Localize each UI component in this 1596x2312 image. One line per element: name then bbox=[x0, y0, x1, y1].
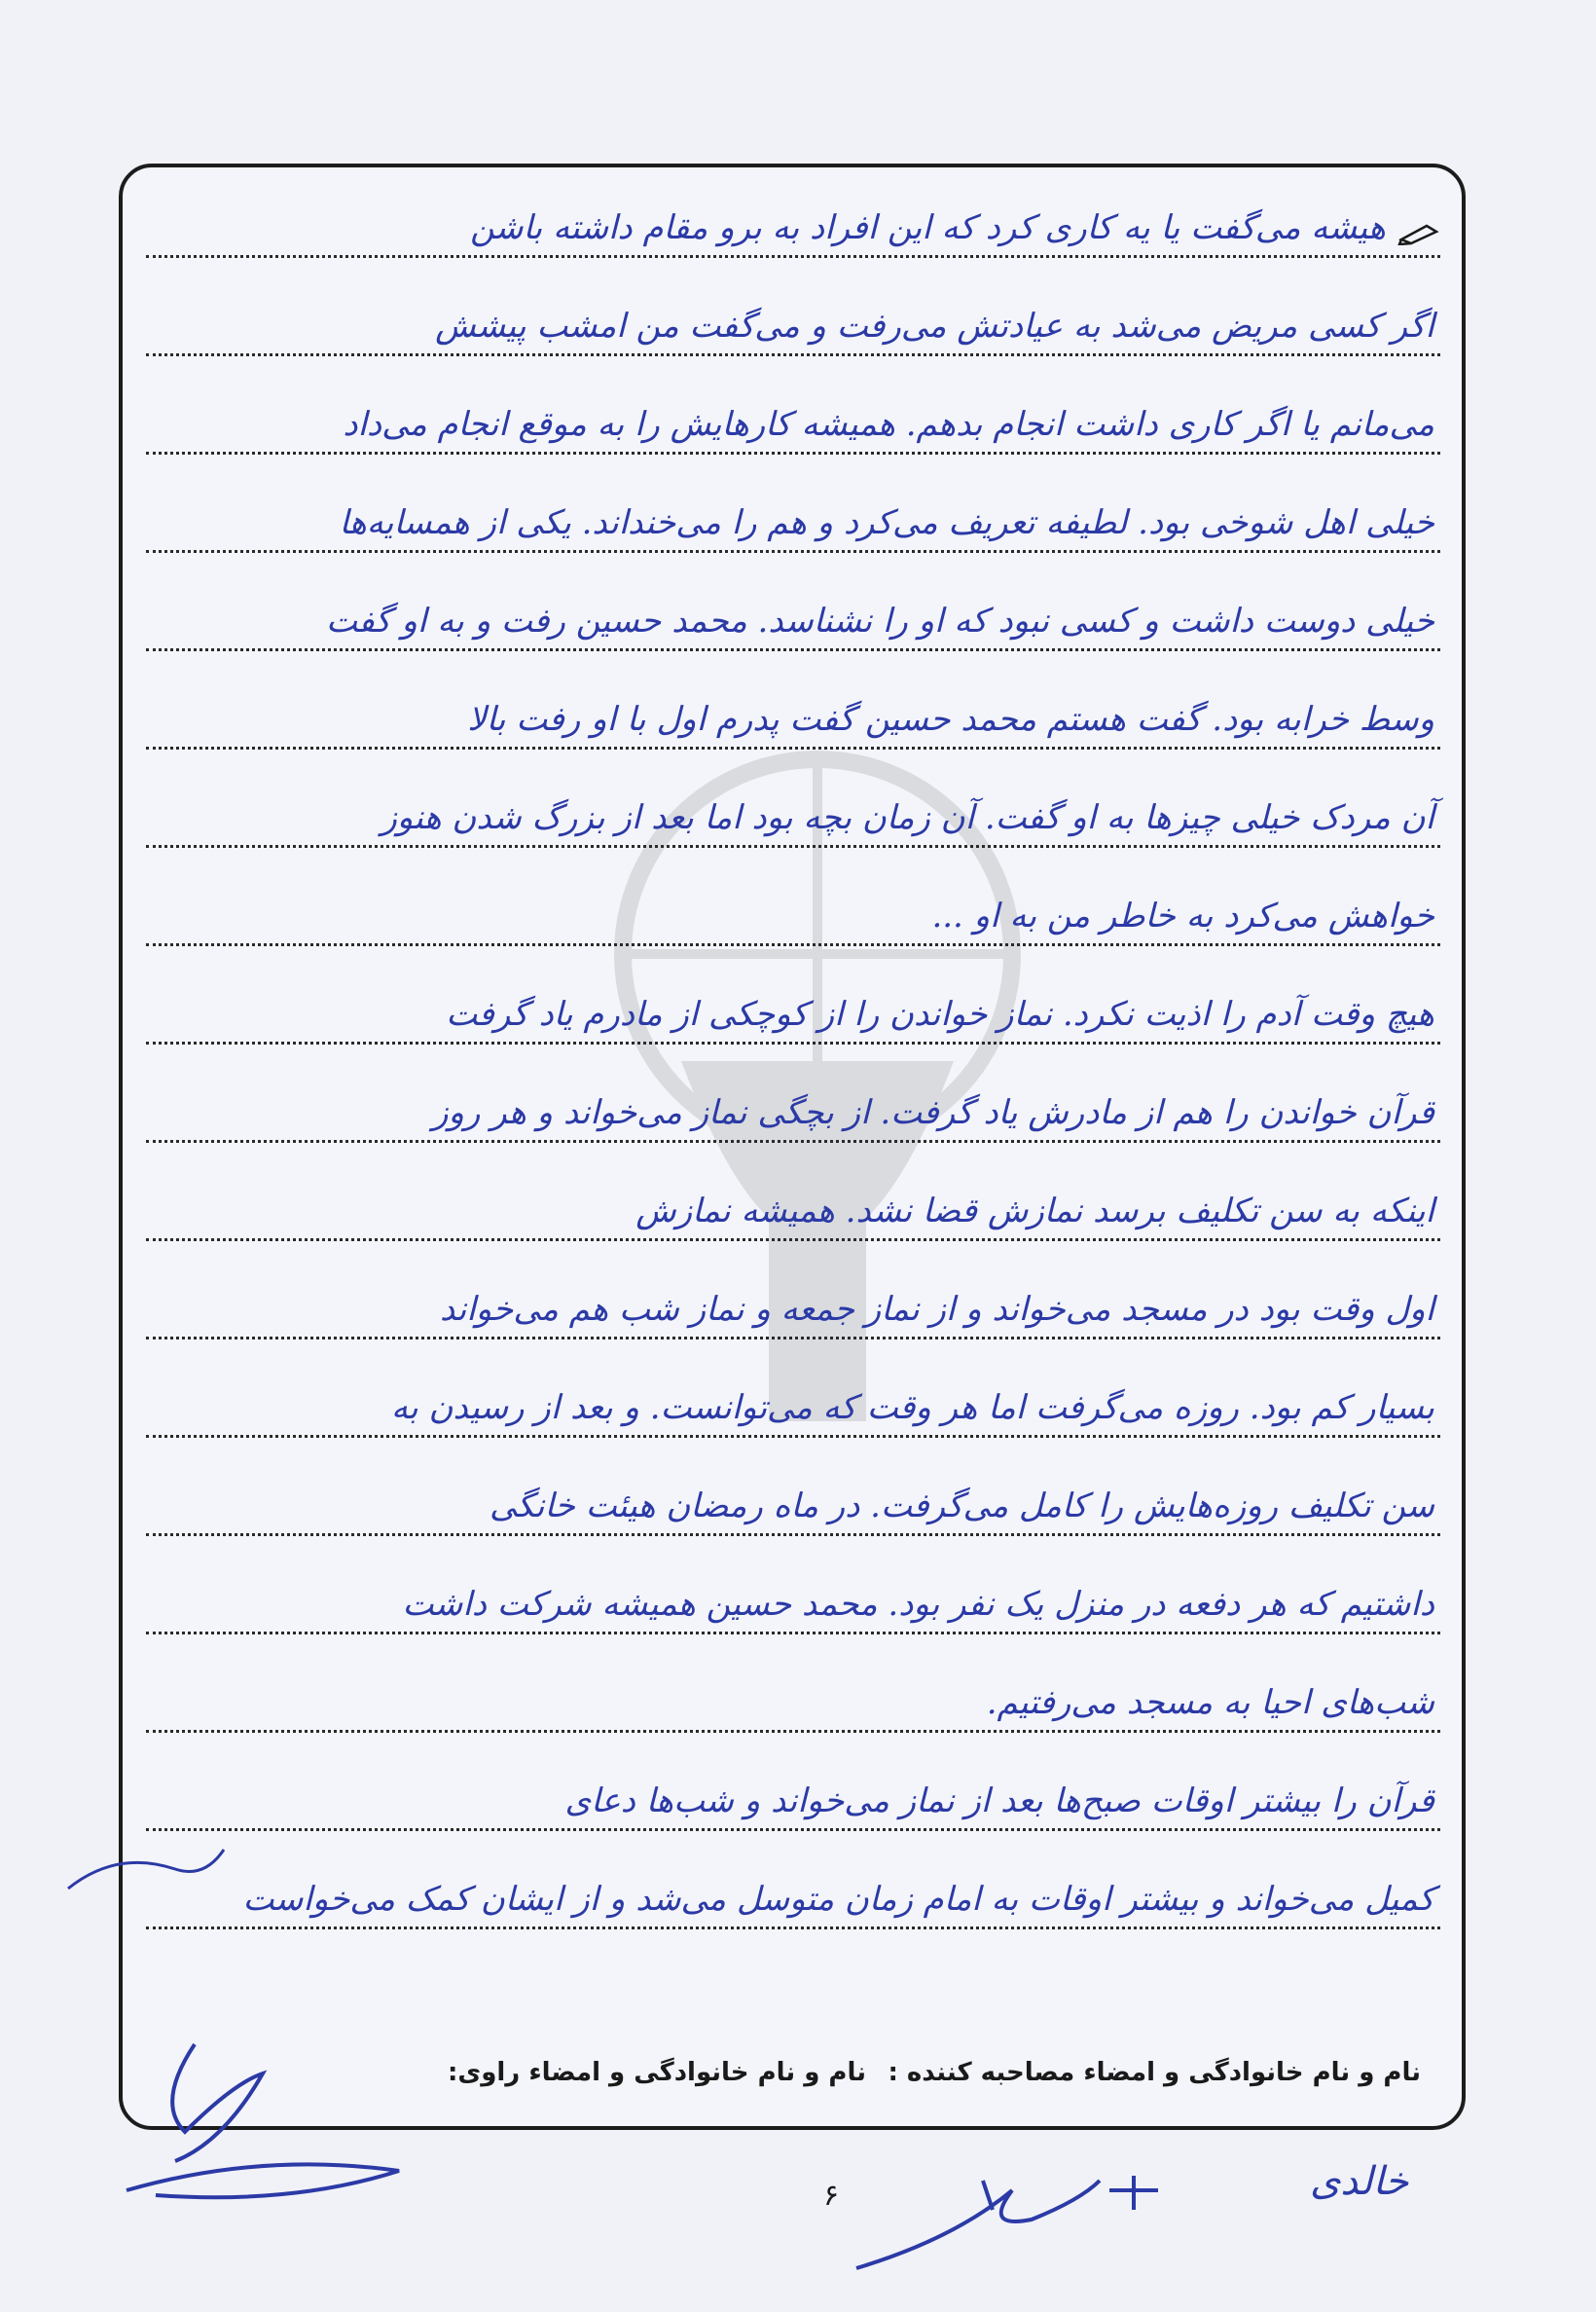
handwritten-line: اینکه به سن تکلیف برسد نمازش قضا نشد. همیشه نمازش bbox=[635, 1192, 1434, 1230]
narrator-signature-label: نام و نام خانوادگی و امضاء راوی: bbox=[448, 2058, 866, 2087]
handwritten-name: خالدی bbox=[1310, 2159, 1409, 2204]
ruled-line bbox=[146, 686, 1440, 750]
ruled-line bbox=[146, 1276, 1440, 1339]
handwritten-line: هیچ وقت آدم را اذیت نکرد. نماز خواندن را از کوچکی از مادرم یاد گرفت bbox=[446, 995, 1434, 1034]
ruled-line bbox=[146, 1375, 1440, 1438]
handwritten-line: سن تکلیف روزه‌هایش را کامل می‌گرفت. در ماه رمضان هیئت خانگی bbox=[489, 1486, 1434, 1525]
page-number: ۶ bbox=[823, 2179, 840, 2213]
handwritten-line: بسیار کم بود. روزه می‌گرفت اما هر وقت که می‌توانست. و بعد از رسیدن به bbox=[391, 1388, 1434, 1427]
ruled-line bbox=[146, 1768, 1440, 1831]
handwritten-line: خواهش می‌کرد به خاطر من به او ... bbox=[931, 897, 1434, 936]
handwritten-line: قرآن را بیشتر اوقات صبح‌ها بعد از نماز می‌خواند و شب‌ها دعای bbox=[564, 1781, 1434, 1820]
ruled-line bbox=[146, 195, 1440, 258]
ruled-line bbox=[146, 293, 1440, 356]
ruled-line bbox=[146, 391, 1440, 455]
handwritten-line: قرآن خواندن را هم از مادرش یاد گرفت. از بچگی نماز می‌خواند و هر روز bbox=[432, 1093, 1434, 1132]
handwritten-line: خیلی اهل شوخی بود. لطیفه تعریف می‌کرد و هم را می‌خنداند. یکی از همسایه‌ها bbox=[339, 503, 1434, 542]
ruled-line bbox=[146, 981, 1440, 1045]
handwritten-line: داشتیم که هر دفعه در منزل یک نفر بود. محمد حسین همیشه شرکت داشت bbox=[402, 1585, 1434, 1624]
handwritten-line: می‌مانم یا اگر کاری داشت انجام بدهم. همیشه کارهایش را به موقع انجام می‌داد bbox=[343, 405, 1434, 444]
ruled-line bbox=[146, 1571, 1440, 1634]
handwritten-line: وسط خرابه بود. گفت هستم محمد حسین گفت پدرم اول با او رفت بالا bbox=[467, 700, 1434, 739]
handwritten-line: هیشه می‌گفت یا یه کاری کرد که این افراد به برو مقام داشته باشن bbox=[470, 208, 1386, 247]
interviewer-signature bbox=[837, 2151, 1187, 2278]
handwritten-line: اگر کسی مریض می‌شد به عیادتش می‌رفت و می‌گفت من امشب پیشش bbox=[435, 307, 1434, 346]
pen-icon bbox=[1397, 220, 1440, 245]
ruled-line bbox=[146, 785, 1440, 848]
handwritten-line: اول وقت بود در مسجد می‌خواند و از نماز جمعه و نماز شب هم می‌خواند bbox=[439, 1290, 1434, 1329]
handwritten-line: خیلی دوست داشت و کسی نبود که او را نشناسد. محمد حسین رفت و به او گفت bbox=[325, 602, 1434, 641]
ruled-line bbox=[146, 1080, 1440, 1143]
handwritten-line: شب‌های احیا به مسجد می‌رفتیم. bbox=[986, 1683, 1434, 1722]
ruled-line bbox=[146, 883, 1440, 946]
interviewer-signature-label: نام و نام خانوادگی و امضاء مصاحبه کننده : bbox=[888, 2058, 1421, 2087]
narrator-signature bbox=[117, 2025, 409, 2220]
ruled-line bbox=[146, 1866, 1440, 1929]
ruled-line bbox=[146, 588, 1440, 651]
ruled-line bbox=[146, 490, 1440, 553]
ruled-line bbox=[146, 1670, 1440, 1733]
ruled-line bbox=[146, 1178, 1440, 1241]
handwritten-line: آن مردک خیلی چیزها به او گفت. آن زمان بچه بود اما بعد از بزرگ شدن هنوز bbox=[381, 798, 1434, 837]
handwritten-line: کمیل می‌خواند و بیشتر اوقات به امام زمان متوسل می‌شد و از ایشان کمک می‌خواست bbox=[242, 1880, 1434, 1919]
margin-note bbox=[58, 1830, 234, 1918]
ruled-line bbox=[146, 1473, 1440, 1536]
